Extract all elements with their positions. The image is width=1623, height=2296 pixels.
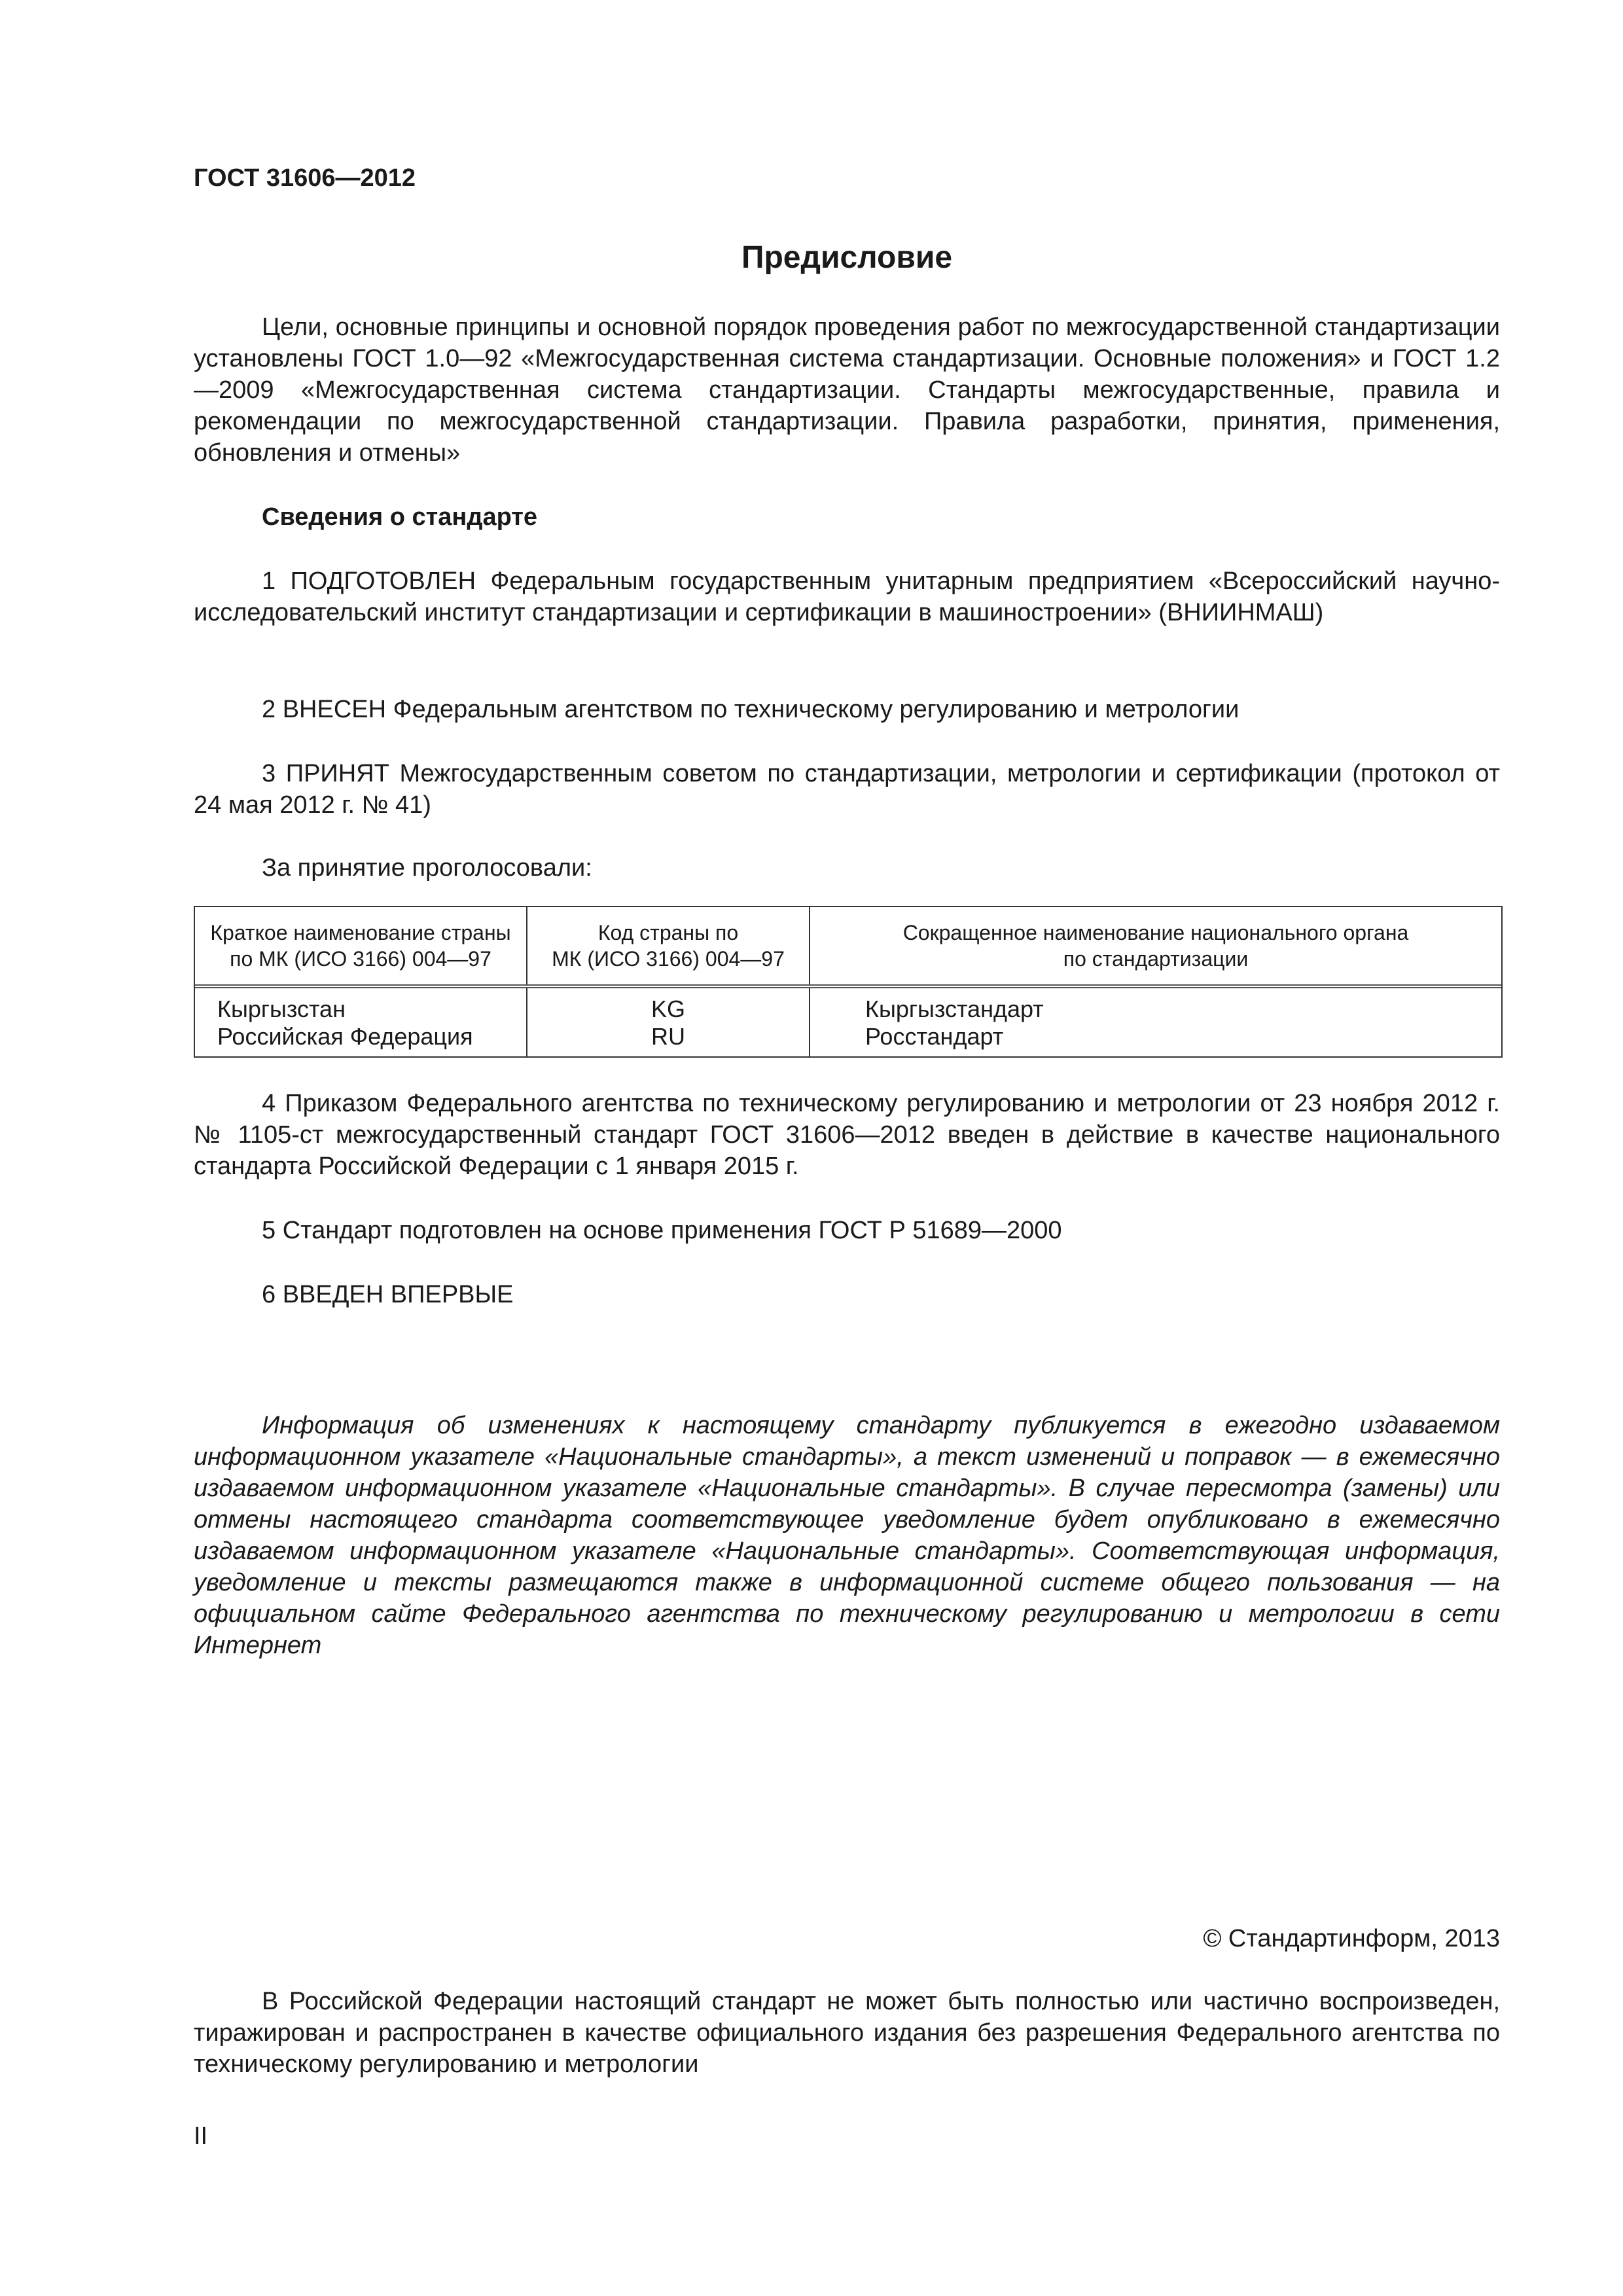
item3-block bbox=[194, 758, 1500, 821]
item-1-paragraph: 1 ПОДГОТОВЛЕН Федеральным государственным унитарным предприятием «Всероссийский научно-исследовательский институт стандартизации и сертификации в машиностроении» (ВНИИНМАШ) bbox=[194, 567, 1500, 626]
intro-block bbox=[194, 312, 1500, 469]
item-4-paragraph: 4 Приказом Федерального агентства по техническому регулированию и метрологии от 23 ноября 2012 г. № 1105-ст межгосударственный стандарт ГОСТ 31606—2012 введен в действие в качестве национального стандарта Российской Федерации с 1 января 2015 г. bbox=[194, 1090, 1500, 1180]
header-code-line2: МК (ИСО 3166) 004—97 bbox=[552, 947, 785, 971]
intro-paragraph: Цели, основные принципы и основной порядок проведения работ по межгосударственной стандартизации установлены ГОСТ 1.0—92 «Межгосударственная система стандартизации. Основные положения» и ГОСТ 1.2—2009 «Межгосударственная система стандартизации. Стандарты межгосударственные, правила и рекомендации по межгосударственной стандартизации. Правила разработки, принятия, применения, обновления и отмены» bbox=[194, 314, 1500, 467]
notice-block bbox=[194, 1410, 1500, 1661]
table-cell-body: Кыргызстандарт bbox=[865, 996, 1044, 1022]
item-6-paragraph: 6 ВВЕДЕН ВПЕРВЫЕ bbox=[262, 1281, 514, 1308]
info-heading: Сведения о стандарте bbox=[262, 503, 538, 531]
item5-block bbox=[194, 1215, 1500, 1246]
table-header-code bbox=[527, 907, 810, 984]
item4-block bbox=[194, 1088, 1500, 1182]
item1-block bbox=[194, 565, 1500, 628]
restriction-block bbox=[194, 1986, 1500, 2080]
table-cell-code: KG bbox=[527, 988, 810, 1022]
voted-label: За принятие проголосовали: bbox=[262, 854, 592, 882]
copyright-block bbox=[194, 1923, 1500, 1954]
item2-block bbox=[194, 694, 1500, 725]
info-heading-block bbox=[194, 501, 1500, 533]
table-header-row bbox=[195, 907, 1501, 988]
item-5-paragraph: 5 Стандарт подготовлен на основе применения ГОСТ Р 51689—2000 bbox=[262, 1217, 1062, 1244]
table-row bbox=[195, 988, 1501, 1022]
header-country-line2: по МК (ИСО 3166) 004—97 bbox=[230, 947, 491, 971]
table-cell-body: Росстандарт bbox=[865, 1023, 1004, 1050]
item6-block bbox=[194, 1279, 1500, 1310]
restriction-paragraph: В Российской Федерации настоящий стандарт не может быть полностью или частично воспроизведен, тиражирован и распространен в качестве официального издания без разрешения Федерального агентства по техническому регулированию и метрологии bbox=[194, 1988, 1500, 2078]
table-header-country bbox=[195, 907, 527, 984]
table-row bbox=[195, 1022, 1501, 1056]
table-header-body bbox=[810, 907, 1501, 984]
notice-paragraph: Информация об изменениях к настоящему стандарту публикуется в ежегодно издаваемом информационном указателе «Национальные стандарты», а текст изменений и поправок — в ежемесячно издаваемом информационном указателе «Национальные стандарты». В случае пересмотра (замены) или отмены настоящего стандарта соответствующее уведомление будет опубликовано в ежемесячно издаваемом информационном указателе «Национальные стандарты». Соответствующая информация, уведомление и тексты размещаются также в информационной системе общего пользования — на официальном сайте Федерального агентства по техническому регулированию и метрологии в сети Интернет bbox=[194, 1412, 1500, 1659]
header-body-line1: Сокращенное наименование национального органа bbox=[902, 921, 1409, 944]
document-code-header: ГОСТ 31606—2012 bbox=[194, 164, 416, 192]
table-cell-country: Кыргызстан bbox=[195, 988, 527, 1022]
table-cell-country: Российская Федерация bbox=[195, 1022, 527, 1056]
voted-block bbox=[194, 852, 1500, 884]
page-number: II bbox=[194, 2123, 208, 2150]
header-body-line2: по стандартизации bbox=[1063, 947, 1249, 971]
page-title: Предисловие bbox=[741, 240, 953, 275]
voting-table bbox=[194, 906, 1503, 1058]
item-3-paragraph: 3 ПРИНЯТ Межгосударственным советом по стандартизации, метрологии и сертификации (протокол от 24 мая 2012 г. № 41) bbox=[194, 760, 1500, 819]
table-body bbox=[195, 988, 1501, 1056]
item-2-paragraph: 2 ВНЕСЕН Федеральным агентством по техническому регулированию и метрологии bbox=[262, 696, 1240, 723]
table-cell-code: RU bbox=[527, 1022, 810, 1056]
copyright-line: © Стандартинформ, 2013 bbox=[1203, 1925, 1500, 1952]
header-country-line1: Краткое наименование страны bbox=[210, 921, 511, 944]
header-code-line1: Код страны по bbox=[597, 921, 739, 944]
